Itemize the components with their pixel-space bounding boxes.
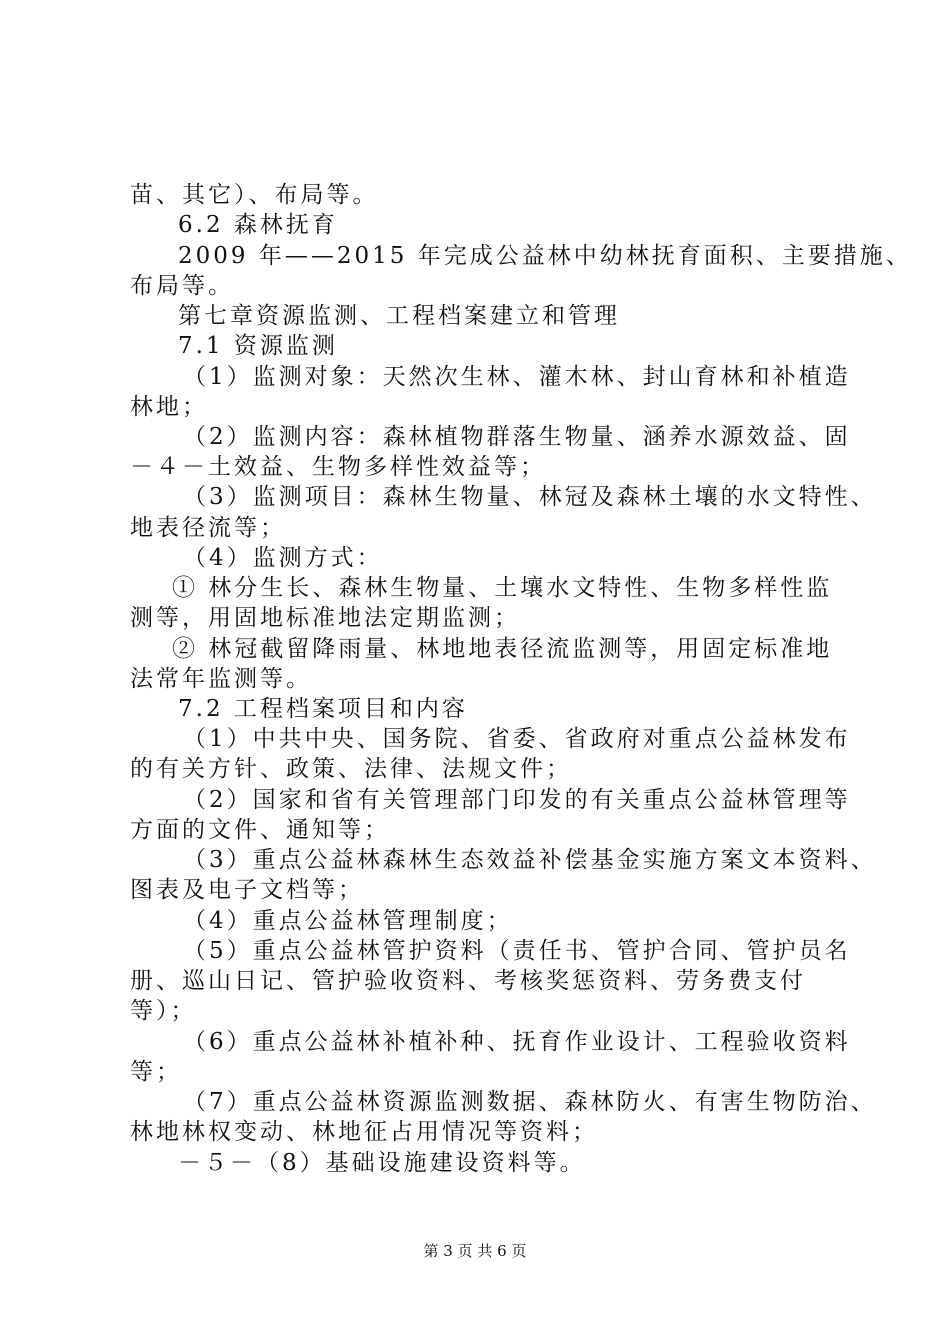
text-line: 林地林权变动、林地征占用情况等资料； <box>130 1119 598 1145</box>
page-number-footer: 第 3 页 共 6 页 <box>423 1242 527 1260</box>
text-line: 册、巡山日记、管护验收资料、考核奖惩资料、劳务费支付 <box>130 968 806 994</box>
text-line: （6）重点公益林补植补种、抚育作业设计、工程验收资料 <box>183 1029 851 1055</box>
text-line: 林地； <box>130 394 208 420</box>
section-heading: 7.2 工程档案项目和内容 <box>178 696 468 722</box>
text-line: 图表及电子文档等； <box>130 877 364 903</box>
text-line: ② 林冠截留降雨量、林地地表径流监测等，用固定标准地 <box>172 636 833 662</box>
text-line: 地表径流等； <box>130 515 286 541</box>
text-line: 布局等。 <box>130 273 234 299</box>
text-line: 2009 年——2015 年完成公益林中幼林抚育面积、主要措施、 <box>178 243 912 269</box>
text-line: （1）中共中央、国务院、省委、省政府对重点公益林发布 <box>183 726 851 752</box>
text-line: （3）监测项目：森林生物量、林冠及森林土壤的水文特性、 <box>183 484 877 510</box>
text-line: 法常年监测等。 <box>130 666 312 692</box>
text-line: （1）监测对象：天然次生林、灌木林、封山育林和补植造 <box>183 364 851 390</box>
text-line: －５－（8）基础设施建设资料等。 <box>178 1150 586 1176</box>
text-line: 的有关方针、政策、法律、法规文件； <box>130 756 572 782</box>
text-line: （5）重点公益林管护资料（责任书、管护合同、管护员名 <box>183 938 851 964</box>
text-line: 方面的文件、通知等； <box>130 817 390 843</box>
section-heading: 6.2 森林抚育 <box>178 212 338 238</box>
text-line: 苗、其它）、布局等。 <box>130 182 379 208</box>
chapter-heading: 第七章资源监测、工程档案建立和管理 <box>178 303 620 329</box>
text-line: （4）监测方式： <box>183 545 383 571</box>
text-line: 等）； <box>130 998 197 1024</box>
text-line: 等； <box>130 1059 182 1085</box>
text-line: ① 林分生长、森林生物量、土壤水文特性、生物多样性监 <box>172 575 833 601</box>
section-heading: 7.1 资源监测 <box>178 333 338 359</box>
text-line: （2）监测内容：森林植物群落生物量、涵养水源效益、固 <box>183 424 851 450</box>
text-line: （7）重点公益林资源监测数据、森林防火、有害生物防治、 <box>183 1089 877 1115</box>
text-line: （2）国家和省有关管理部门印发的有关重点公益林管理等 <box>183 787 851 813</box>
text-line: （3）重点公益林森林生态效益补偿基金实施方案文本资料、 <box>183 847 877 873</box>
text-line: （4）重点公益林管理制度； <box>183 908 513 934</box>
text-line: 测等，用固地标准地法定期监测； <box>130 605 520 631</box>
text-line: －４－土效益、生物多样性效益等； <box>130 454 546 480</box>
